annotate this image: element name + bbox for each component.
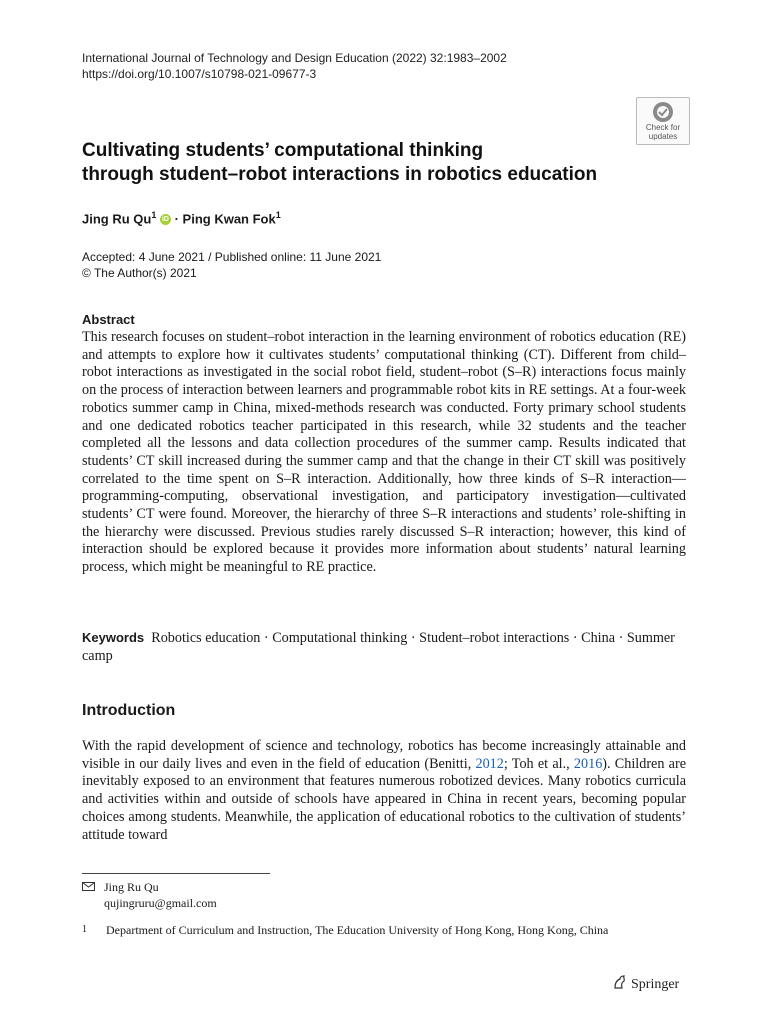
journal-header [82,50,507,82]
badge-line2: updates [648,132,678,141]
keywords-section [82,629,686,665]
author-affil-sup: 1 [275,210,281,220]
publication-dates [82,249,381,281]
title-line2: through student–robot interactions in robotics education [82,164,598,185]
abstract-heading: Abstract [82,312,135,327]
author-name[interactable]: Ping Kwan Fok [182,211,276,227]
intro-text: ; Toh et al., [503,755,574,772]
corresponding-author-footnote [82,879,217,911]
copyright-notice: © The Author(s) 2021 [82,266,197,280]
envelope-icon [82,879,104,895]
contact-name: Jing Ru Qu [104,880,159,894]
introduction-paragraph [82,738,686,844]
affiliation-text: Department of Curriculum and Instruction, The Education University of Hong Kong, Hong Kong, China [106,923,609,937]
affiliation-footnote [82,922,672,938]
keywords-heading: Keywords [82,630,145,645]
citation-link[interactable]: 2016 [573,755,603,772]
doi-link[interactable]: https://doi.org/10.1007/s10798-021-09677-3 [82,67,317,81]
contact-email[interactable]: qujingruru@gmail.com [104,896,217,910]
springer-horse-icon [612,974,628,990]
accepted-published-date: Accepted: 4 June 2021 / Published online: 11 June 2021 [82,250,382,264]
abstract-text: This research focuses on student–robot interaction in the learning environment of robotics education (RE) and attempts to explore how it cultivates students’ computational thinking (CT). Different from child–robot interactions as investigated in the social robot field, student–robot (S–R) interactions focus mainly on the process of interaction between learners and programmable robot kits in RE settings. At a four-week robotics summer camp in China, mixed-methods research was conducted. Forty primary school students and one dedicated robotics teacher participated in this research, while 32 students and the teacher completed all the lessons and data collection procedures of the summer camp. Results indicated that students’ CT skill increased during the summer camp and that the change in their CT skill was positively correlated to the time spent on S–R interaction. Additionally, how three kinds of S–R interaction—programming-computing, observational investigation, and participatory investigation—cultivated students’ CT were found. Moreover, the hierarchy of three S–R interactions and students’ role-shifting in the hierarchy were discussed. Previous studies rarely discussed S–R interaction; however, this kind of interaction should be explored because it provides more information about students’ natural learning process, which might be meaningful to RE practice. [82,329,686,576]
author-name[interactable]: Jing Ru Qu [82,211,152,227]
publisher-logo [612,974,679,994]
footnote-divider [82,873,270,874]
journal-citation: International Journal of Technology and Design Education (2022) 32:1983–2002 [82,51,507,65]
intro-text: With the rapid development of science and technology, robotics has become increasingly attainable and visible in our daily lives and even in the field of education (Benitti, [82,738,686,772]
check-updates-icon [652,101,674,123]
author-separator: · [170,211,183,227]
badge-line1: Check for [645,123,681,132]
title-line1: Cultivating students’ computational thinking [82,140,484,161]
article-title [82,139,642,187]
introduction-heading: Introduction [82,702,176,719]
author-list [82,206,281,228]
check-for-updates-badge[interactable] [636,97,690,145]
affiliation-number: 1 [82,924,87,935]
publisher-name: Springer [631,977,680,992]
keywords-text: Robotics education · Computational thinking · Student–robot interactions · China · Summer camp [82,630,675,664]
author-affil-sup: 1 [151,210,157,220]
citation-link[interactable]: 2012 [475,755,504,772]
orcid-icon[interactable]: iD [161,216,169,224]
intro-text: ). Children are inevitably exposed to an environment that features numerous robotized devices. Many robotics curricula and activities within and outside of schools have appeared in China in recent years, becoming popular choices among students. Meanwhile, the application of educational robotics to the cultivation of students’ attitude toward [82,755,687,843]
